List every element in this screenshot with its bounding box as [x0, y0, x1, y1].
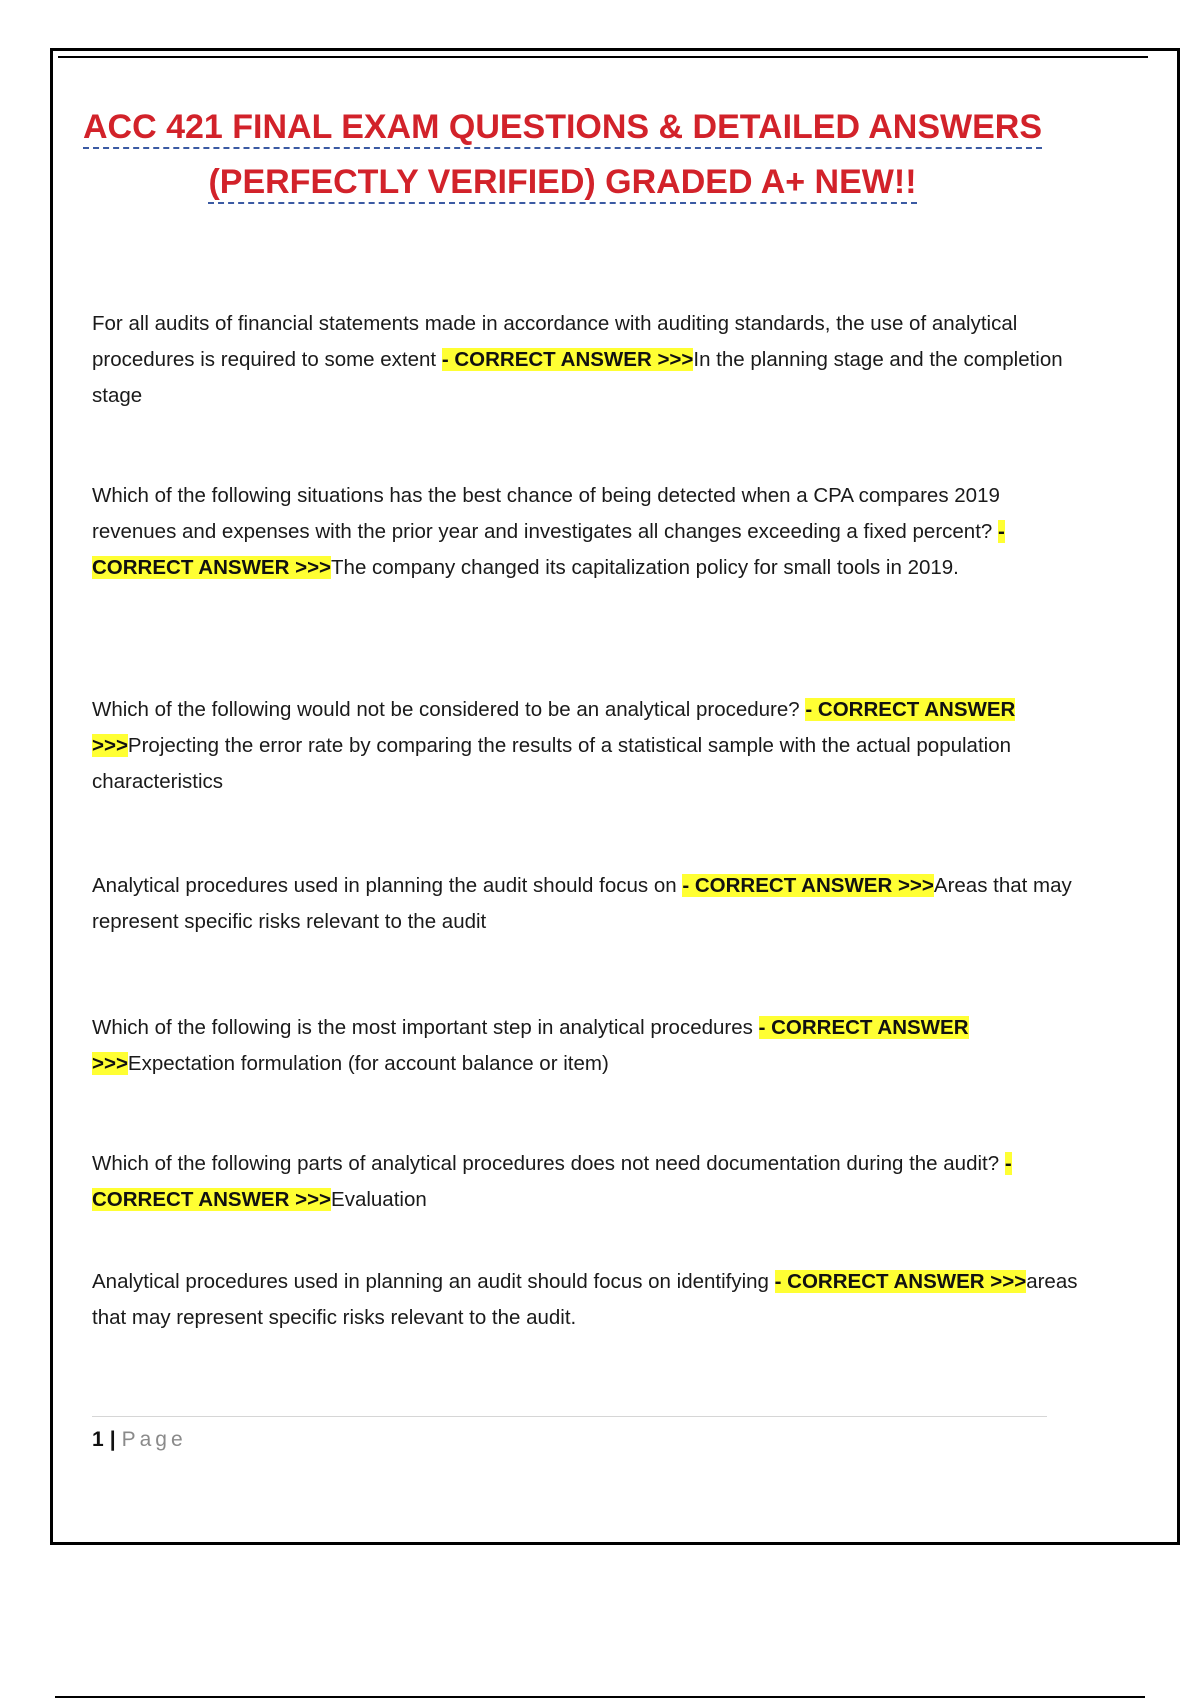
answer-text: In the planning stage and the completion stage — [92, 348, 1063, 407]
title-line-1: ACC 421 FINAL EXAM QUESTIONS & DETAILED ANSWERS — [83, 108, 1042, 149]
question-text: Analytical procedures used in planning an audit should focus on identifying — [92, 1270, 775, 1293]
answer-text: areas that may represent specific risks relevant to the audit. — [92, 1270, 1078, 1329]
correct-answer-marker: - CORRECT ANSWER >>> — [92, 520, 1005, 579]
correct-answer-marker: - CORRECT ANSWER >>> — [441, 348, 694, 371]
page-number: 1 — [92, 1428, 104, 1451]
answer-text: The company changed its capitalization policy for small tools in 2019. — [331, 556, 959, 579]
bottom-rule — [55, 1696, 1145, 1698]
page-footer — [92, 1425, 187, 1455]
qa-item — [92, 306, 1087, 414]
answer-text: Evaluation — [331, 1188, 427, 1211]
question-text: Which of the following is the most important step in analytical procedures — [92, 1016, 759, 1039]
qa-item — [92, 1264, 1087, 1336]
answer-text: Expectation formulation (for account balance or item) — [127, 1052, 609, 1075]
answer-text: Projecting the error rate by comparing the results of a statistical sample with the actual population characteristics — [92, 734, 1012, 793]
correct-answer-marker: - CORRECT ANSWER >>> — [92, 1152, 1012, 1211]
qa-item — [92, 692, 1087, 800]
document-title — [60, 100, 1065, 210]
question-text: Which of the following would not be considered to be an analytical procedure? — [92, 698, 806, 721]
correct-answer-marker: - CORRECT ANSWER >>> — [774, 1270, 1027, 1293]
top-rule — [58, 56, 1148, 58]
question-text: Analytical procedures used in planning the audit should focus on — [92, 874, 683, 897]
qa-item — [92, 1146, 1087, 1218]
question-text: Which of the following parts of analytical procedures does not need documentation during the audit? — [92, 1152, 1005, 1175]
question-text: For all audits of financial statements made in accordance with auditing standards, the use of analytical procedures is required to some extent — [92, 312, 1018, 371]
correct-answer-marker: - CORRECT ANSWER >>> — [682, 874, 934, 897]
answer-text: Areas that may represent specific risks relevant to the audit — [92, 874, 1072, 933]
footer-separator: | — [109, 1428, 116, 1451]
footer-rule — [92, 1416, 1047, 1417]
question-text: Which of the following situations has the best chance of being detected when a CPA compares 2019 revenues and expenses with the prior year and investigates all changes exceeding a fixed percent? — [92, 484, 1000, 543]
page-label: Page — [121, 1428, 187, 1451]
qa-item — [92, 868, 1087, 940]
correct-answer-marker: - CORRECT ANSWER >>> — [92, 1016, 969, 1075]
qa-item — [92, 478, 1087, 586]
correct-answer-marker: - CORRECT ANSWER >>> — [92, 698, 1016, 757]
title-line-2: (PERFECTLY VERIFIED) GRADED A+ NEW!! — [208, 163, 916, 204]
qa-item — [92, 1010, 1087, 1082]
